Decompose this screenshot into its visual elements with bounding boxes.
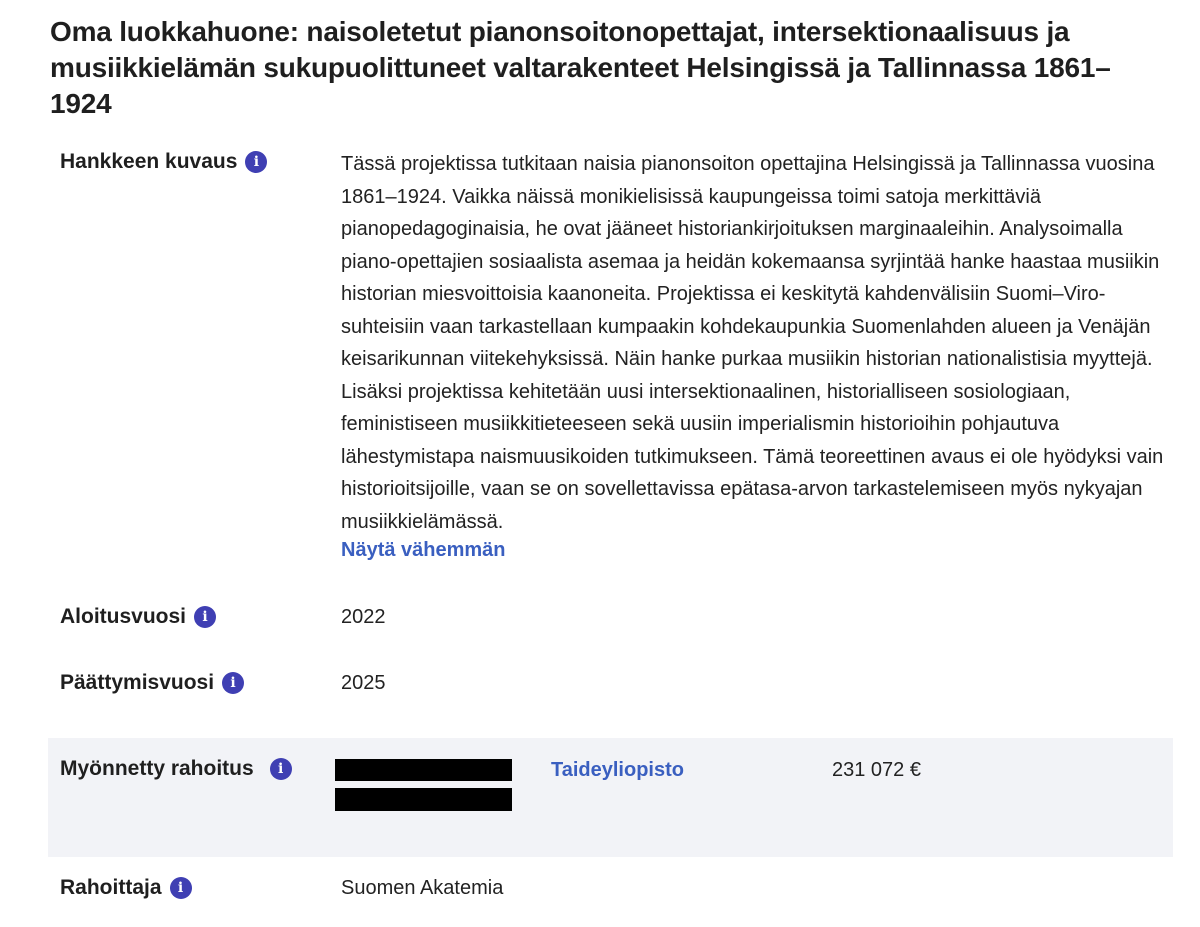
redaction-bar [335,759,512,781]
funding-label: Myönnetty rahoitus [60,757,254,780]
show-less-link[interactable]: Näytä vähemmän [341,539,506,561]
end-year-label-row [60,671,244,695]
end-year-value: 2025 [341,672,386,694]
info-icon[interactable]: i [245,151,267,173]
funder-value: Suomen Akatemia [341,877,504,899]
funder-label-row [60,876,192,900]
funding-organization-link[interactable]: Taideyliopisto [551,759,684,781]
project-title: Oma luokkahuone: naisoletetut pianonsoitonopettajat, intersektionaalisuus ja musiikkielämän sukupuolittuneet valtarakenteet Helsingissä ja Tallinnassa 1861–1924 [50,16,1111,119]
description-label-row [60,150,267,174]
funding-row [48,738,1173,857]
funding-amount: 231 072 € [832,759,921,781]
info-icon[interactable]: i [170,877,192,899]
project-description: Tässä projektissa tutkitaan naisia pianonsoiton opettajina Helsingissä ja Tallinnassa vuosina 1861–1924. Vaikka näissä monikielisissä kaupungeissa toimi satoja merkittäviä pianopedagoginaisia, he ovat jääneet historiankirjoituksen marginaaleihin. Analysoimalla piano-opettajien sosiaalista asemaa ja heidän kokemaansa syrjintää hanke haastaa musiikin historian miesvoittoisia kaanoneita. Projektissa ei keskitytä kahdenvälisiin Suomi–Viro-suhteisiin vaan tarkastellaan kumpaakin kohdekaupunkia Suomenlahden alueen ja Venäjän keisarikunnan viitekehyksissä. Näin hanke purkaa musiikin historian nationalistisia myyttejä. Lisäksi projektissa kehitetään uusi intersektionaalinen, historialliseen sosiologiaan, feministiseen musiikkitieteeseen sekä uusiin imperialismin historioihin pohjautuva lähestymistapa naismuusikoiden tutkimukseen. Tämä teoreettinen avaus ei ole hyödyksi vain historioitsijoille, vaan se on sovellettavissa epätasa-arvon tarkastelemiseen myös nykyajan musiikkielämässä. [341,153,1164,533]
info-icon[interactable]: i [194,606,216,628]
end-year-label: Päättymisvuosi [60,671,215,694]
funding-label-row [60,757,292,781]
funder-label: Rahoittaja [60,876,162,899]
info-icon[interactable]: i [270,758,292,780]
start-year-value: 2022 [341,606,386,628]
start-year-label-row [60,605,216,629]
start-year-label: Aloitusvuosi [60,605,187,628]
redaction-bar [335,788,512,811]
description-label: Hankkeen kuvaus [60,150,238,173]
info-icon[interactable]: i [222,672,244,694]
